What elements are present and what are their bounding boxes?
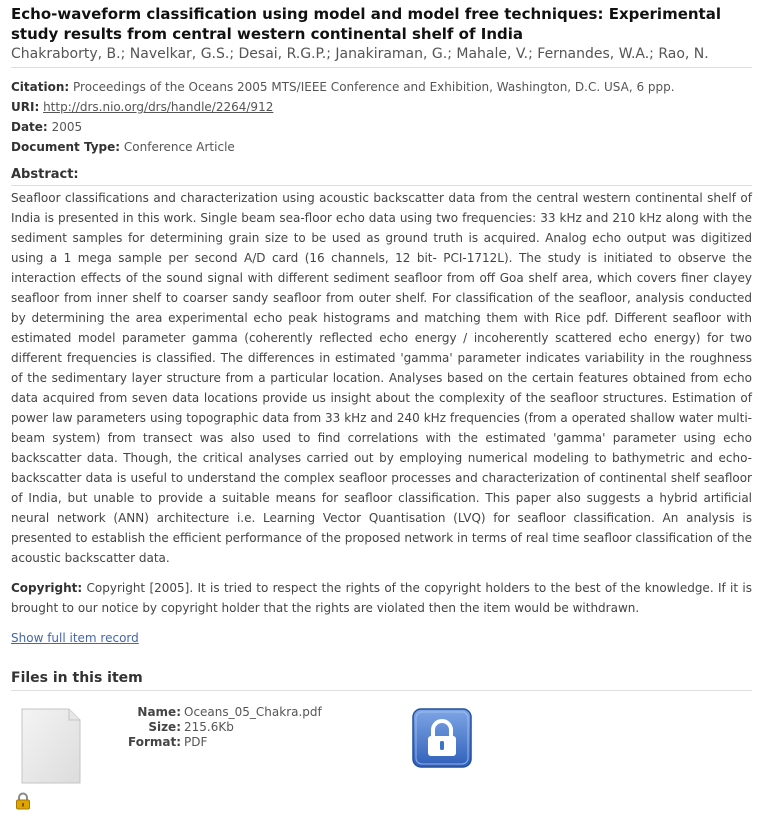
file-format-row [123,735,322,750]
show-full-record-link[interactable]: Show full item record [11,631,139,645]
lock-access-icon[interactable] [412,708,472,768]
abstract-heading: Abstract: [11,165,752,186]
file-metadata [123,705,322,750]
file-name-value: Oceans_05_Chakra.pdf [184,705,322,719]
citation-label: Citation: [11,80,70,94]
date-label: Date: [11,120,48,134]
item-metadata [11,77,752,157]
uri-row [11,97,752,117]
file-size-value: 215.6Kb [184,720,234,734]
doctype-label: Document Type: [11,140,121,154]
date-row [11,117,752,137]
file-size-row [123,720,322,735]
uri-label: URI: [11,100,40,114]
item-page [11,4,752,821]
date-value: 2005 [51,120,83,134]
uri-link[interactable]: http://drs.nio.org/drs/handle/2264/912 [43,100,274,114]
doctype-value: Conference Article [123,140,235,154]
copyright-label: Copyright: [11,581,83,595]
copyright-block [11,578,752,618]
copyright-text: Copyright [2005]. It is tried to respect the rights of the copyright holders to the best of the knowledge. If it is brought to our notice by copyright holder that the rights are violated then the item would be withdrawn. [11,581,752,615]
file-size-label: Size: [148,720,181,734]
file-name-label: Name: [137,705,181,719]
file-format-label: Format: [127,735,181,749]
citation-value: Proceedings of the Oceans 2005 MTS/IEEE Conference and Exhibition, Washington, D.C. USA, 6 ppp. [73,80,675,94]
lock-icon [15,792,31,810]
file-format-value: PDF [184,735,208,749]
citation-row [11,77,752,97]
document-thumbnail-icon[interactable] [21,708,81,784]
item-title: Echo-waveform classification using model and model free techniques: Experimental study results from central western continental shelf of India [11,5,721,43]
files-heading: Files in this item [11,668,752,691]
item-authors: Chakraborty, B.; Navelkar, G.S.; Desai, R.G.P.; Janakiraman, G.; Mahale, V.; Fernandes, W.A.; Rao, N. [11,44,752,68]
doctype-row [11,137,752,157]
file-name-row [123,705,322,720]
abstract-text: Seafloor classifications and characterization using acoustic backscatter data from the central western continental shelf of India is presented in this work. Single beam sea-floor echo data using two frequencies: 33 kHz and 210 kHz along with the sediment samples for determining grain size to be used as ground truth is acquired. Analog echo output was digitized using a 1 mega sample per second A/D card (16 channels, 12 bit- PCI-1712L). The study is initiated to observe the interaction effects of the sound signal with different sediment seafloor from off Goa shelf area, which covers finer clayey seafloor from inner shelf to coarser sandy seafloor from outer shelf. For classification of the seafloor, analysis conducted by determining the area experimental echo peak histograms and matching them with Rice pdf. Different seafloor with estimated model parameter gamma (coherently reflected echo energy / incoherently scattered echo energy) for two different frequencies is classified. The differences in estimated 'gamma' parameter indicates variability in the roughness of the sedimentary layer structure from a particular location. Analyses based on the certain features obtained from echo data acquired from seven data locations provide us insight about the complexity of the seafloor structures. Estimation of power law parameters using topographic data from 33 kHz and 240 kHz frequencies (from a operated shallow water multi-beam system) from transect was also used to find correlations with the estimated 'gamma' parameter using echo backscatter data. Though, the critical analyses carried out by employing numerical modeling to bathymetric and echo- backscatter data is useful to understand the complex seafloor processes and characterization of continental shelf seafloor of India, but unable to provide a suitable means for seafloor classification. This paper also suggests a hybrid artificial neural network (ANN) architecture i.e. Learning Vector Quantisation (LVQ) for seafloor classification. An analysis is presented to establish the efficient performance of the proposed network in terms of real time seafloor classification of the acoustic backscatter data. [11,191,752,565]
file-item [11,691,752,821]
